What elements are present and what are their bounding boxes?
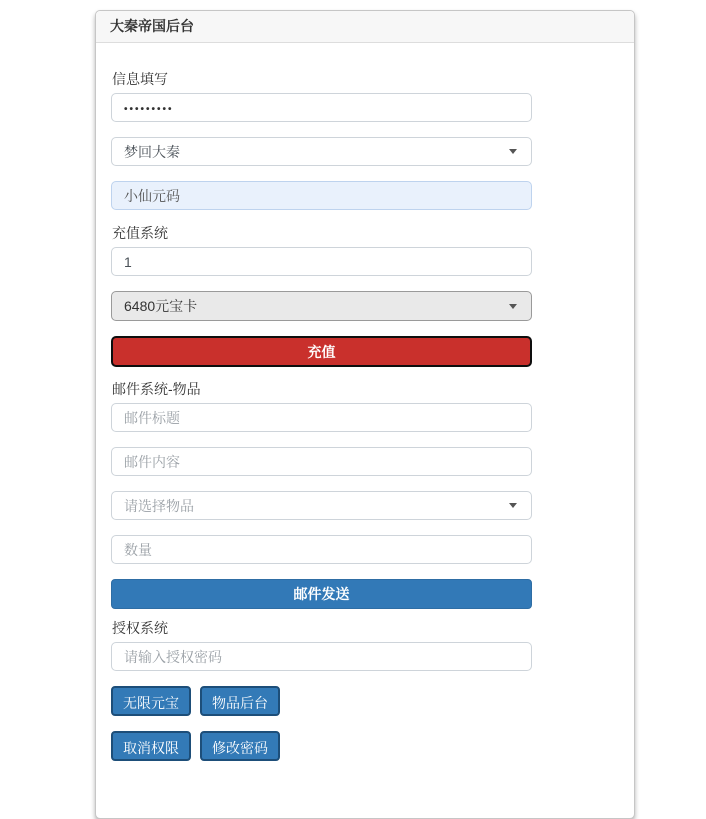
change-password-button[interactable]: 修改密码 [200, 731, 280, 761]
recharge-button[interactable]: 充值 [111, 336, 532, 367]
revoke-permission-button[interactable]: 取消权限 [111, 731, 191, 761]
code-readonly-field[interactable] [111, 181, 532, 210]
server-select[interactable] [111, 137, 532, 166]
admin-panel-card [95, 10, 635, 819]
recharge-card-select-value: 6480元宝卡 [124, 298, 198, 314]
recharge-count-input[interactable] [111, 247, 532, 276]
unlimited-yuanbao-button[interactable]: 无限元宝 [111, 686, 191, 716]
caret-down-icon [509, 149, 517, 154]
server-select-value: 梦回大秦 [124, 143, 180, 160]
panel-body [96, 43, 634, 818]
item-admin-button[interactable]: 物品后台 [200, 686, 280, 716]
mail-send-button[interactable]: 邮件发送 [111, 579, 532, 609]
auth-section-label: 授权系统 [112, 620, 168, 636]
mail-item-select-placeholder: 请选择物品 [124, 497, 194, 514]
caret-down-icon [509, 503, 517, 508]
account-password-input[interactable] [111, 93, 532, 122]
mail-section-label: 邮件系统-物品 [112, 381, 201, 397]
auth-password-input[interactable] [111, 642, 532, 671]
admin-form [111, 69, 532, 761]
mail-content-input[interactable] [111, 447, 532, 476]
mail-item-select[interactable] [111, 491, 532, 520]
caret-down-icon [509, 304, 517, 309]
auth-buttons-row-1 [111, 686, 532, 716]
mail-quantity-input[interactable] [111, 535, 532, 564]
recharge-card-select[interactable] [111, 291, 532, 321]
panel-title: 大秦帝国后台 [96, 11, 634, 43]
auth-buttons-row-2 [111, 731, 532, 761]
recharge-section-label: 充值系统 [112, 225, 168, 241]
mail-title-input[interactable] [111, 403, 532, 432]
info-section-label: 信息填写 [112, 71, 168, 87]
